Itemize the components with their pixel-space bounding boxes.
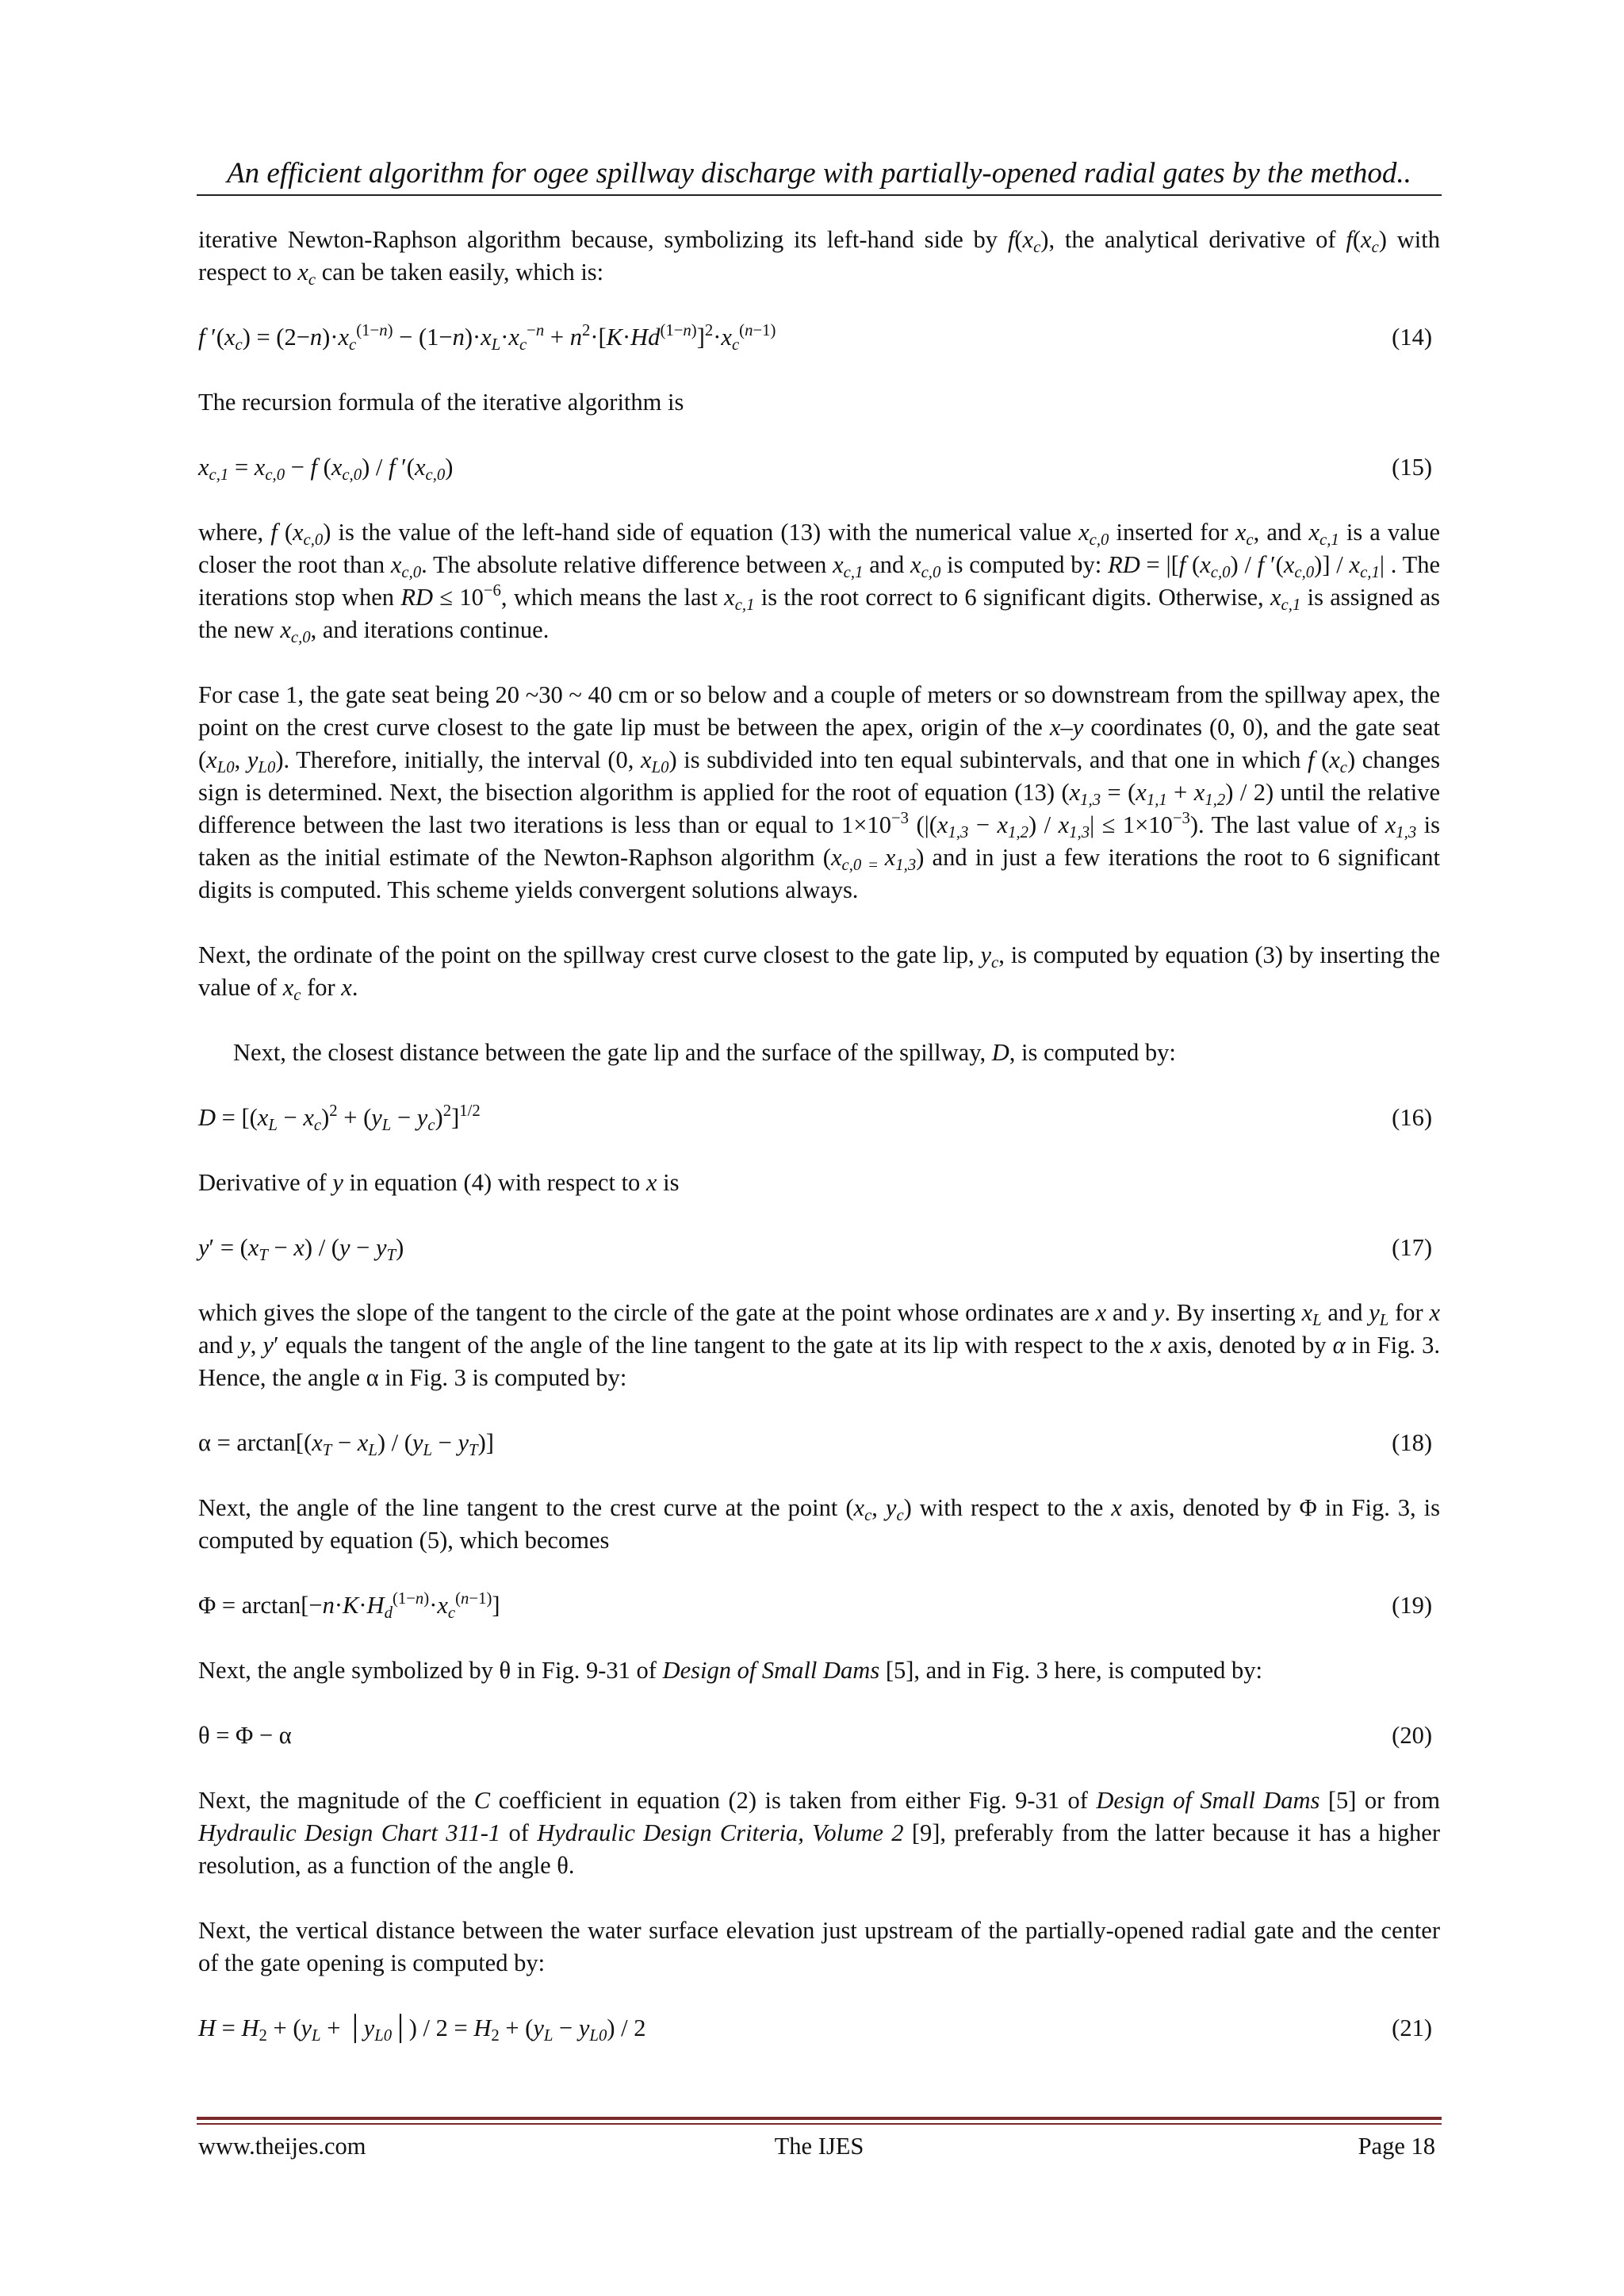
- equation-18: [198, 1427, 1440, 1459]
- equation-21-body: $H = H_2 + (y_L$ + $│y_{L0}│) / 2 = H_2 + (y_L - y_{L0}) / 2$: [198, 2014, 646, 2045]
- paragraph-ordinate: Next, the ordinate of the point on the spillway crest curve closest to the gate lip, $y_c$, is computed by equation (3) by inserting the value of $x_c$ for x.: [198, 941, 1440, 1004]
- equation-number: (21): [1392, 2014, 1432, 2041]
- equation-number: (17): [1392, 1234, 1432, 1261]
- equation-number: (18): [1392, 1429, 1432, 1456]
- body-content: [198, 224, 1440, 2045]
- equation-15-body: $x_{c,1} = x_{c,0} - f$ $(x_{c,0})$ / f $'(x_{c,0})$: [198, 454, 454, 484]
- equation-number: (16): [1392, 1104, 1432, 1131]
- paragraph-where: where, f $(x_{c,0})$ is the value of the left-hand side of equation (13) with the numerical value $x_{c,0}$ inserted for $x_c$, and $x_{c,1}$ is a value closer the root than $x_{c,0}$. The absolute relative difference between $x_{c,1}$ and $x_{c,0}$ is computed by: RD = |[f $(x_{c,0})$ / f $'(x_{c,0})] / x_{c,1}|$ . The iterations stop when RD ≤ $10^{-6}$, which means the last $x_{c,1}$ is the root correct to 6 significant digits. Otherwise, $x_{c,1}$ is assigned as the new $x_{c,0}$, and iterations continue.: [198, 519, 1441, 646]
- equation-number: (15): [1392, 454, 1432, 481]
- paragraph-case-1: For case 1, the gate seat being 20 ~30 ~ 40 cm or so below and a couple of meters or so downstream from the spillway apex, the point on the crest curve closest to the gate lip must be between the apex, origin of the x–y coordinates (0, 0), and the gate seat ($x_{L0}$, $y_{L0}$). Therefore, initially, the interval (0, $x_{L0}$) is subdivided into ten equal subintervals, and that one in which f $(x_c)$ changes sign is determined. Next, the bisection algorithm is applied for the root of equation (13) $(x_{1,3} = (x_{1,1} + x_{1,2}) / 2)$ until the relative difference between the last two iterations is less than or equal to $1\times 10^{-3}$ $(|(x_{1,3} - x_{1,2}) / x_{1,3}| \le 1\times 10^{-3})$. The last value of $x_{1,3}$ is taken as the initial estimate of the Newton-Raphson algorithm ($x_{c,0 =}$ $x_{1,3}$) and in just a few iterations the root to 6 significant digits is computed. This scheme yields convergent solutions always.: [198, 681, 1441, 903]
- equation-14: [198, 321, 1440, 354]
- equation-19: [198, 1589, 1440, 1622]
- equation-16-body: $D = [(x_L - x_c)^2 + (y_L - y_c)^2]^{1/2}$: [198, 1102, 481, 1134]
- footer-journal: The IJES: [774, 2133, 864, 2160]
- paragraph-phi: Next, the angle of the line tangent to the crest curve at the point ($x_c$, $y_c$) with respect to the x axis, denoted by Φ in Fig. 3, is computed by equation (5), which becomes: [198, 1494, 1440, 1554]
- paragraph-slope: which gives the slope of the tangent to the circle of the gate at the point whose ordinates are x and y. By inserting $x_L$ and $y_L$ for x and y, y′ equals the tangent of the angle of the line tangent to the gate at its lip with respect to the x axis, denoted by α in Fig. 3. Hence, the angle α in Fig. 3 is computed by:: [198, 1299, 1440, 1391]
- paragraph-derivative: Derivative of y in equation (4) with respect to x is: [198, 1169, 680, 1196]
- footer-page-number: Page 18: [1358, 2133, 1435, 2160]
- equation-20: [198, 1719, 1440, 1752]
- running-title: An efficient algorithm for ogee spillway discharge with partially-opened radial gates by the method..: [227, 157, 1411, 190]
- paragraph-theta: Next, the angle symbolized by θ in Fig. 9-31 of Design of Small Dams [5], and in Fig. 3 here, is computed by:: [198, 1657, 1263, 1684]
- footer-rule: [197, 2117, 1442, 2120]
- paragraph-newton: iterative Newton-Raphson algorithm because, symbolizing its left-hand side by $f(x_c)$, the analytical derivative of $f(x_c)$ with respect to $x_c$ can be taken easily, which is:: [198, 226, 1440, 289]
- equation-19-body: $\Phi = \arctan[-n\cdot K\cdot H_d^{(1-n)}\cdot x_c^{(n-1)}]$: [198, 1590, 500, 1622]
- equation-14-body: f $'(x_c) = (2-n)\cdot x_c^{(1-n)} - (1-n)\cdot x_L\cdot x_c^{-n} + n^2\cdot[K\cdot Hd^{(1-n)}]^2\cdot x_c^{(n-1)}$: [198, 322, 776, 354]
- equation-21: [198, 2012, 1440, 2045]
- paragraph-recursion: The recursion formula of the iterative algorithm is: [198, 389, 684, 416]
- footer-website-link[interactable]: www.theijes.com: [198, 2133, 366, 2160]
- equation-16: [198, 1102, 1440, 1134]
- equation-17: [198, 1232, 1440, 1264]
- paragraph-vertical-distance: Next, the vertical distance between the water surface elevation just upstream of the partially-opened radial gate and the center of the gate opening is computed by:: [198, 1917, 1440, 1976]
- equation-20-body: θ = Φ − α: [198, 1722, 292, 1749]
- equation-number: (14): [1392, 324, 1432, 351]
- page-footer: [198, 2130, 1440, 2162]
- header-rule: [197, 194, 1442, 196]
- equation-17-body: $y' = (x_T - x) / (y - y_T)$: [198, 1234, 404, 1264]
- paragraph-coefficient: Next, the magnitude of the C coefficient in equation (2) is taken from either Fig. 9-31 of Design of Small Dams [5] or from Hydraulic Design Chart 311-1 of Hydraulic Design Criteria, Volume 2 [9], preferably from the latter because it has a higher resolution, as a function of the angle θ.: [198, 1787, 1441, 1879]
- equation-18-body: $\alpha = \arctan[(x_T - x_L) / (y_L - y_T)]$: [198, 1429, 494, 1459]
- equation-15: [198, 451, 1440, 484]
- paragraph-closest-distance: Next, the closest distance between the gate lip and the surface of the spillway, D, is computed by:: [233, 1039, 1176, 1066]
- equation-number: (20): [1392, 1722, 1432, 1749]
- equation-number: (19): [1392, 1592, 1432, 1619]
- footer-rule-thin: [197, 2123, 1442, 2125]
